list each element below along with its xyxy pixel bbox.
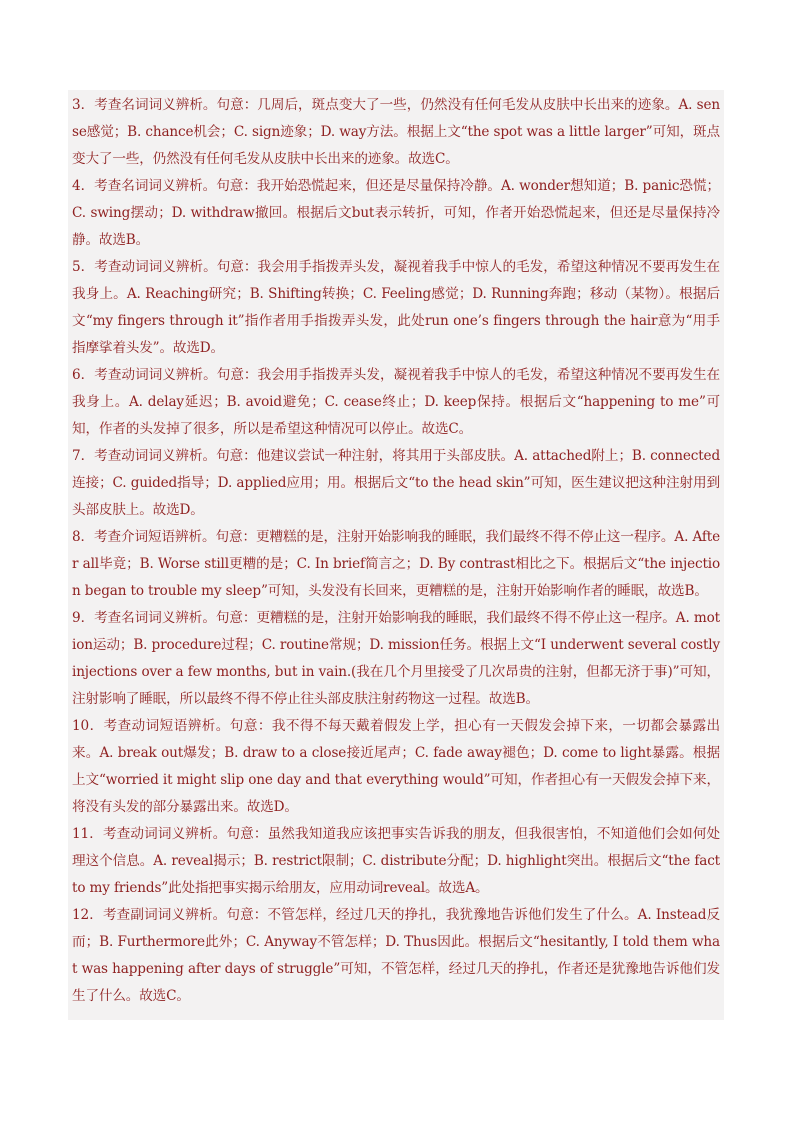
explanation-item-3: 3．考查名词词义辨析。句意：几周后，斑点变大了一些，仍然没有任何毛发从皮肤中长出来的迹象。A. sense感觉；B. chance机会；C. sign迹象；D. way方法。根据上文“the spot was a little larger”可知，斑点变大了一些，仍然没有任何毛发从皮肤中长出来的迹象。故选C。 — [72, 97, 720, 167]
answer-explanations — [68, 90, 724, 1020]
explanation-item-4: 4．考查名词词义辨析。句意：我开始恐慌起来，但还是尽量保持冷静。A. wonder想知道；B. panic恐慌；C. swing摆动；D. withdraw撤回。根据后文but表示转折，可知，作者开始恐慌起来，但还是尽量保持冷静。故选B。 — [72, 178, 720, 248]
explanation-item-9: 9．考查名词词义辨析。句意：更糟糕的是，注射开始影响我的睡眠，我们最终不得不停止这一程序。A. motion运动；B. procedure过程；C. routine常规；D. mission任务。根据上文“I underwent several costly injections over a few months, but in vain.(我在几个月里接受了几次昂贵的注射，但都无济于事)”可知，注射影响了睡眠，所以最终不得不停止往头部皮肤注射药物这一过程。故选B。 — [72, 610, 720, 707]
explanation-item-8: 8．考查介词短语辨析。句意：更糟糕的是，注射开始影响我的睡眠，我们最终不得不停止这一程序。A. After all毕竟；B. Worse still更糟的是；C. In brief简言之；D. By contrast相比之下。根据后文“the injection began to trouble my sleep”可知，头发没有长回来，更糟糕的是，注射开始影响作者的睡眠，故选B。 — [72, 529, 720, 599]
explanation-item-10: 10．考查动词短语辨析。句意：我不得不每天戴着假发上学，担心有一天假发会掉下来，一切都会暴露出来。A. break out爆发；B. draw to a close接近尾声；C. fade away褪色；D. come to light暴露。根据上文“worried it might slip one day and that everything would”可知，作者担心有一天假发会掉下来，将没有头发的部分暴露出来。故选D。 — [72, 718, 720, 815]
explanation-item-12: 12．考查副词词义辨析。句意：不管怎样，经过几天的挣扎，我犹豫地告诉他们发生了什么。A. Instead反而；B. Furthermore此外；C. Anyway不管怎样；D. Thus因此。根据后文“hesitantly, I told them what was happening after days of struggle”可知，不管怎样，经过几天的挣扎，作者还是犹豫地告诉他们发生了什么。故选C。 — [72, 907, 720, 1004]
explanation-item-5: 5．考查动词词义辨析。句意：我会用手指拨弄头发，凝视着我手中惊人的毛发，希望这种情况不要再发生在我身上。A. Reaching研究；B. Shifting转换；C. Feeling感觉；D. Running奔跑；移动（某物）。根据后文“my fingers through it”指作者用手指拨弄头发，此处run one’s fingers through the hair意为“用手指摩挲着头发”。故选D。 — [72, 259, 720, 356]
explanation-item-11: 11．考查动词词义辨析。句意：虽然我知道我应该把事实告诉我的朋友，但我很害怕，不知道他们会如何处理这个信息。A. reveal揭示；B. restrict限制；C. distribute分配；D. highlight突出。根据后文“the fact to my friends”此处指把事实揭示给朋友，应用动词reveal。故选A。 — [72, 826, 720, 896]
explanation-item-6: 6．考查动词词义辨析。句意：我会用手指拨弄头发，凝视着我手中惊人的毛发，希望这种情况不要再发生在我身上。A. delay延迟；B. avoid避免；C. cease终止；D. keep保持。根据后文“happening to me”可知，作者的头发掉了很多，所以是希望这种情况可以停止。故选C。 — [72, 367, 720, 437]
explanation-item-7: 7．考查动词词义辨析。句意：他建议尝试一种注射，将其用于头部皮肤。A. attached附上；B. connected连接；C. guided指导；D. applied应用；用。根据后文“to the head skin”可知，医生建议把这种注射用到头部皮肤上。故选D。 — [72, 448, 720, 518]
